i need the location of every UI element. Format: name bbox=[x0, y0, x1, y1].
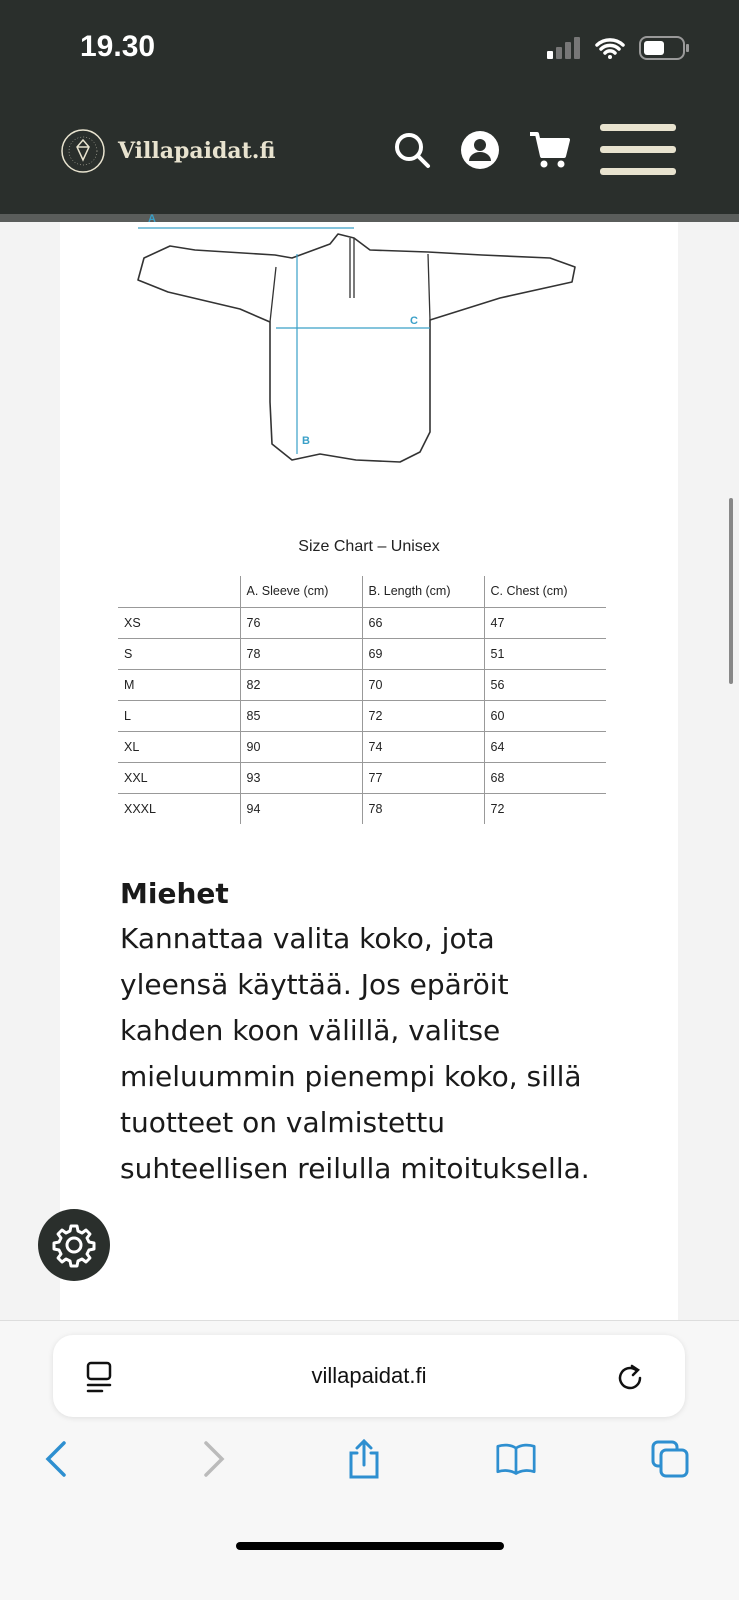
table-row bbox=[118, 762, 606, 793]
size-cell: XXXL bbox=[118, 793, 240, 824]
account-icon[interactable] bbox=[460, 130, 500, 170]
gear-icon bbox=[51, 1222, 97, 1268]
content-card bbox=[60, 213, 678, 1350]
value-cell: 66 bbox=[362, 607, 484, 638]
sizing-advice bbox=[120, 872, 600, 1192]
value-cell: 72 bbox=[362, 700, 484, 731]
share-icon[interactable] bbox=[344, 1439, 384, 1479]
search-icon[interactable] bbox=[392, 130, 432, 170]
bookmarks-icon[interactable] bbox=[496, 1439, 536, 1479]
value-cell: 47 bbox=[484, 607, 606, 638]
section-text: Kannattaa valita koko, jota yleensä käyttää. Jos epäröit kahden koon välillä, valitse mieluummin pienempi koko, sillä tuotteet on valmistettu suhteellisen reilulla mitoituksella. bbox=[120, 922, 590, 1185]
home-indicator bbox=[236, 1542, 504, 1550]
value-cell: 69 bbox=[362, 638, 484, 669]
table-row bbox=[118, 731, 606, 762]
menu-icon[interactable] bbox=[600, 124, 676, 176]
site-header bbox=[0, 0, 739, 214]
tabs-icon[interactable] bbox=[650, 1439, 690, 1479]
size-chart-title: Size Chart – Unisex bbox=[298, 538, 440, 555]
value-cell: 85 bbox=[240, 700, 362, 731]
sweater-diagram bbox=[138, 213, 588, 472]
table-row bbox=[118, 607, 606, 638]
value-cell: 94 bbox=[240, 793, 362, 824]
size-cell: S bbox=[118, 638, 240, 669]
value-cell: 70 bbox=[362, 669, 484, 700]
value-cell: 72 bbox=[484, 793, 606, 824]
wifi-icon bbox=[595, 37, 625, 59]
header-cell: B. Length (cm) bbox=[362, 576, 484, 607]
value-cell: 77 bbox=[362, 762, 484, 793]
size-cell: XL bbox=[118, 731, 240, 762]
value-cell: 78 bbox=[240, 638, 362, 669]
cart-icon[interactable] bbox=[528, 130, 572, 170]
value-cell: 60 bbox=[484, 700, 606, 731]
dim-label-a: A bbox=[148, 213, 156, 225]
value-cell: 64 bbox=[484, 731, 606, 762]
value-cell: 51 bbox=[484, 638, 606, 669]
signal-icon bbox=[547, 37, 581, 59]
table-row bbox=[118, 638, 606, 669]
table-header-row bbox=[118, 576, 606, 607]
site-logo[interactable] bbox=[60, 128, 275, 174]
header-cell: A. Sleeve (cm) bbox=[240, 576, 362, 607]
section-heading: Miehet bbox=[120, 877, 229, 910]
header-cell bbox=[118, 576, 240, 607]
value-cell: 74 bbox=[362, 731, 484, 762]
value-cell: 90 bbox=[240, 731, 362, 762]
value-cell: 56 bbox=[484, 669, 606, 700]
reload-icon[interactable] bbox=[616, 1363, 646, 1393]
dim-label-c: C bbox=[410, 315, 418, 327]
status-time: 19.30 bbox=[80, 30, 156, 63]
size-cell: XXL bbox=[118, 762, 240, 793]
size-cell: M bbox=[118, 669, 240, 700]
size-cell: XS bbox=[118, 607, 240, 638]
settings-button[interactable] bbox=[38, 1209, 110, 1281]
site-name: Villapaidat.fi bbox=[118, 138, 276, 164]
value-cell: 78 bbox=[362, 793, 484, 824]
header-cell: C. Chest (cm) bbox=[484, 576, 606, 607]
scrollbar[interactable] bbox=[729, 498, 733, 684]
table-row bbox=[118, 793, 606, 824]
forward-icon[interactable] bbox=[192, 1439, 232, 1479]
logo-emblem-icon bbox=[60, 128, 106, 174]
browser-toolbar bbox=[0, 1320, 739, 1600]
value-cell: 82 bbox=[240, 669, 362, 700]
size-cell: L bbox=[118, 700, 240, 731]
header-divider bbox=[0, 214, 739, 222]
value-cell: 76 bbox=[240, 607, 362, 638]
table-row bbox=[118, 700, 606, 731]
address-bar[interactable] bbox=[53, 1335, 685, 1417]
table-row bbox=[118, 669, 606, 700]
size-chart-table bbox=[118, 576, 606, 824]
dim-label-b: B bbox=[302, 435, 310, 447]
value-cell: 68 bbox=[484, 762, 606, 793]
back-icon[interactable] bbox=[38, 1439, 78, 1479]
url-text[interactable]: villapaidat.fi bbox=[311, 1363, 427, 1388]
battery-icon bbox=[639, 36, 689, 60]
status-icons bbox=[547, 36, 689, 60]
value-cell: 93 bbox=[240, 762, 362, 793]
